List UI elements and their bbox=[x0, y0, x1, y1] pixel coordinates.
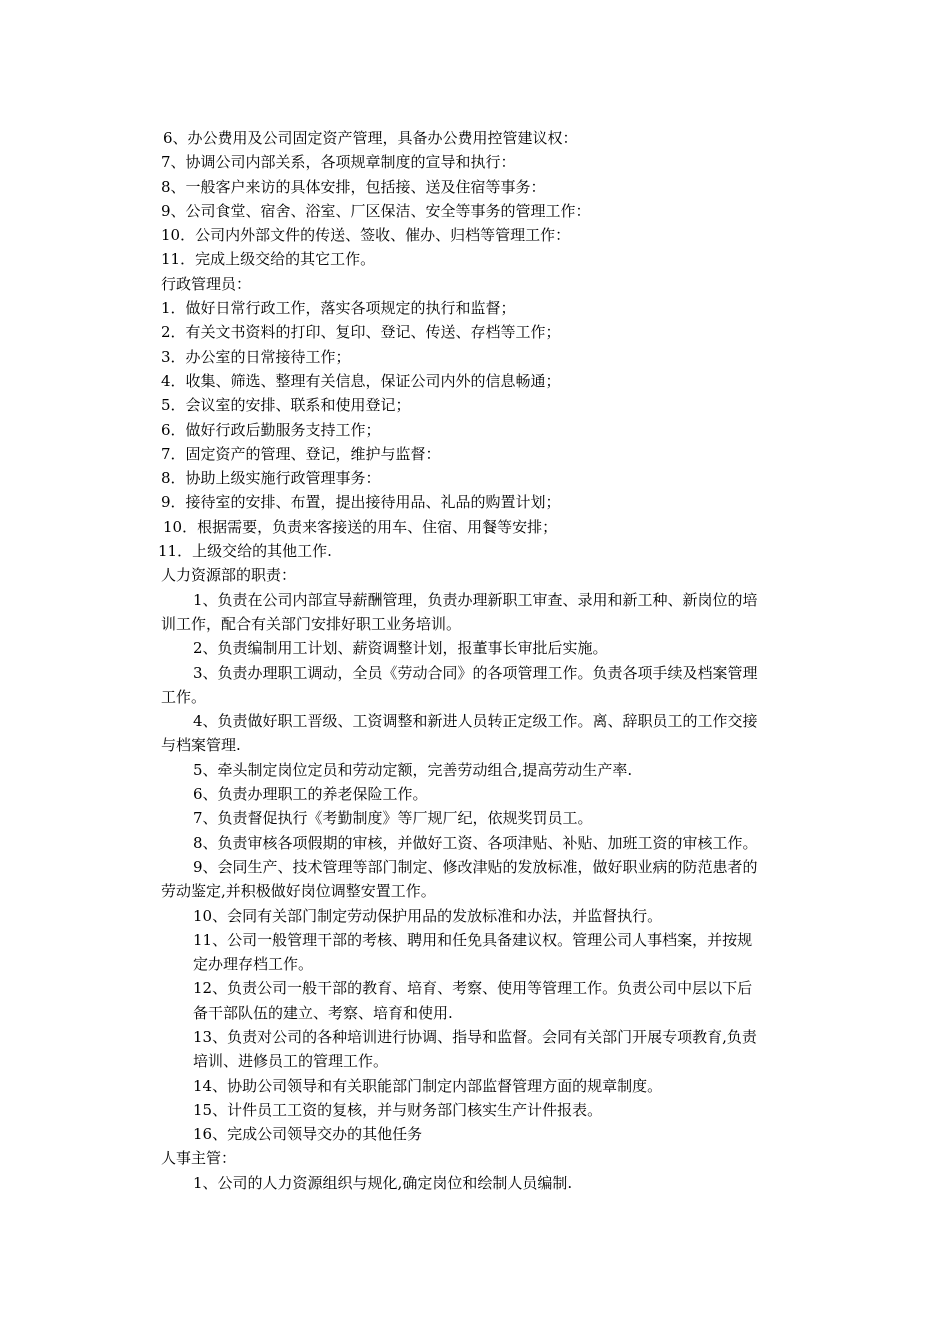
office-duty-10: 10．公司内外部文件的传送、签收、催办、归档等管理工作： bbox=[161, 226, 571, 245]
hr-duty-9-line-2: 劳动鉴定,并积极做好岗位调整安置工作。 bbox=[161, 882, 436, 901]
hr-duty-8: 8、负责审核各项假期的审核，并做好工资、各项津贴、补贴、加班工资的审核工作。 bbox=[193, 833, 758, 852]
section-title-admin-clerk: 行政管理员： bbox=[161, 274, 252, 293]
office-duty-7: 7、协调公司内部关系，各项规章制度的宣导和执行： bbox=[161, 153, 516, 172]
hr-duty-13-line-2: 培训、进修员工的管理工作。 bbox=[193, 1052, 389, 1071]
admin-clerk-item-4: 4．收集、筛选、整理有关信息，保证公司内外的信息畅通； bbox=[161, 371, 561, 390]
hr-duty-4-line-2: 与档案管理. bbox=[161, 736, 241, 755]
office-duty-8: 8、一般客户来访的具体安排，包括接、送及住宿等事务： bbox=[161, 177, 546, 196]
admin-clerk-item-10: 10．根据需要，负责来客接送的用车、住宿、用餐等安排； bbox=[163, 517, 558, 536]
office-duty-11: 11．完成上级交给的其它工作。 bbox=[161, 250, 376, 269]
admin-clerk-item-7: 7．固定资产的管理、登记，维护与监督： bbox=[161, 444, 441, 463]
hr-duty-9-line-1: 9、会同生产、技术管理等部门制定、修改津贴的发放标准，做好职业病的防范患者的 bbox=[193, 857, 758, 876]
hr-duty-6: 6、负责办理职工的养老保险工作。 bbox=[193, 785, 428, 804]
admin-clerk-item-9: 9．接待室的安排、布置，提出接待用品、礼品的购置计划； bbox=[161, 493, 561, 512]
hr-duty-11-line-2: 定办理存档工作。 bbox=[193, 955, 314, 974]
hr-duty-7: 7、负责督促执行《考勤制度》等厂规厂纪，依规奖罚员工。 bbox=[193, 809, 593, 828]
hr-supervisor-item-1: 1、公司的人力资源组织与规化,确定岗位和绘制人员编制. bbox=[193, 1173, 573, 1192]
hr-duty-11-line-1: 11、公司一般管理干部的考核、聘用和任免具备建议权。管理公司人事档案，并按规 bbox=[193, 930, 753, 949]
admin-clerk-item-11: 11．上级交给的其他工作. bbox=[158, 542, 332, 561]
document-body bbox=[158, 126, 831, 1195]
office-duty-9: 9、公司食堂、宿舍、浴室、厂区保洁、安全等事务的管理工作： bbox=[161, 201, 591, 220]
hr-duty-12-line-1: 12、负责公司一般干部的教育、培育、考察、使用等管理工作。负责公司中层以下后 bbox=[193, 979, 753, 998]
hr-duty-16: 16、完成公司领导交办的其他任务 bbox=[193, 1125, 423, 1144]
section-title-hr-supervisor: 人事主管： bbox=[161, 1149, 237, 1168]
admin-clerk-item-5: 5．会议室的安排、联系和使用登记； bbox=[161, 396, 411, 415]
hr-duty-15: 15、计件员工工资的复核，并与财务部门核实生产计件报表。 bbox=[193, 1100, 603, 1119]
admin-clerk-item-1: 1．做好日常行政工作，落实各项规定的执行和监督； bbox=[161, 299, 516, 318]
hr-duty-12-line-2: 备干部队伍的建立、考察、培育和使用. bbox=[193, 1003, 453, 1022]
hr-duty-14: 14、协助公司领导和有关职能部门制定内部监督管理方面的规章制度。 bbox=[193, 1076, 663, 1095]
hr-duty-3-line-2: 工作。 bbox=[161, 687, 207, 706]
hr-duty-4-line-1: 4、负责做好职工晋级、工资调整和新进人员转正定级工作。离、辞职员工的工作交接 bbox=[193, 712, 758, 731]
admin-clerk-item-8: 8．协助上级实施行政管理事务： bbox=[161, 469, 381, 488]
admin-clerk-item-2: 2．有关文书资料的打印、复印、登记、传送、存档等工作； bbox=[161, 323, 561, 342]
hr-duty-3-line-1: 3、负责办理职工调动，全员《劳动合同》的各项管理工作。负责各项手续及档案管理 bbox=[193, 663, 758, 682]
office-duty-6: 6、办公费用及公司固定资产管理，具备办公费用控管建议权： bbox=[163, 129, 578, 147]
hr-duty-10: 10、会同有关部门制定劳动保护用品的发放标准和办法，并监督执行。 bbox=[193, 906, 663, 925]
admin-clerk-item-6: 6．做好行政后勤服务支持工作； bbox=[161, 420, 381, 439]
admin-clerk-item-3: 3．办公室的日常接待工作； bbox=[161, 347, 351, 366]
hr-duty-1-line-2: 训工作，配合有关部门安排好职工业务培训。 bbox=[161, 614, 462, 633]
hr-duty-13-line-1: 13、负责对公司的各种培训进行协调、指导和监督。会同有关部门开展专项教育,负责 bbox=[193, 1027, 757, 1046]
hr-duty-5: 5、牵头制定岗位定员和劳动定额，完善劳动组合,提高劳动生产率. bbox=[193, 760, 633, 779]
section-title-hr-dept: 人力资源部的职责： bbox=[161, 566, 297, 585]
hr-duty-2: 2、负责编制用工计划、薪资调整计划，报董事长审批后实施。 bbox=[193, 639, 608, 658]
hr-duty-1-line-1: 1、负责在公司内部宣导薪酬管理，负责办理新职工审查、录用和新工种、新岗位的培 bbox=[193, 590, 758, 609]
